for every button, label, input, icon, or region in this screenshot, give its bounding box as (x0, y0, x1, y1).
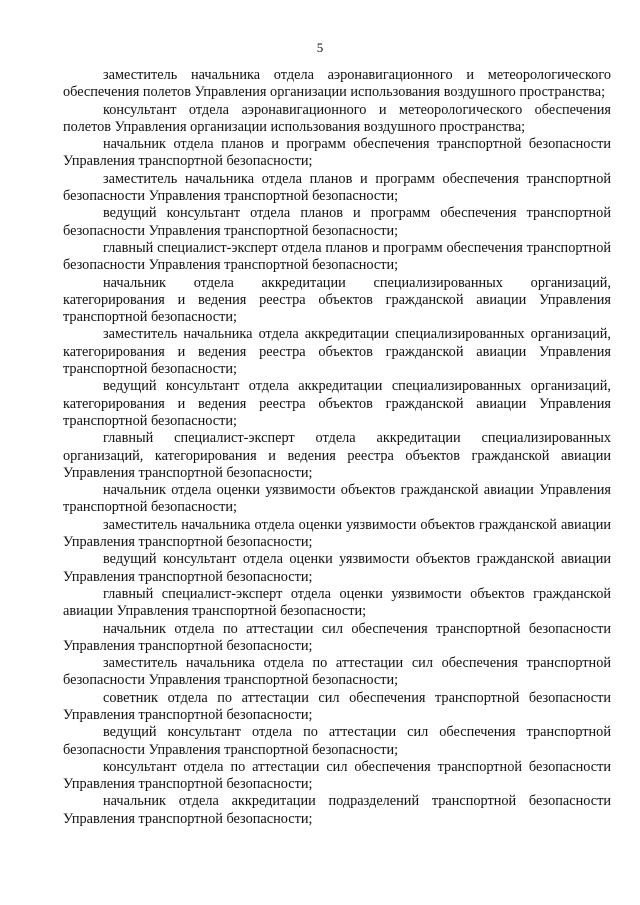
list-item: начальник отдела по аттестации сил обеспечения транспортной безопасности Управления транспортной безопасности; (63, 620, 611, 654)
list-item: заместитель начальника отдела по аттестации сил обеспечения транспортной безопасности Управления транспортной безопасности; (63, 655, 611, 689)
list-item: главный специалист-эксперт отдела планов и программ обеспечения транспортной безопасности Управления транспортной безопасности; (63, 239, 611, 274)
list-item: заместитель начальника отдела планов и программ обеспечения транспортной безопасности Управления транспортной безопасности; (63, 170, 611, 205)
list-item: заместитель начальника отдела оценки уязвимости объектов гражданской авиации Управления транспортной безопасности; (63, 516, 611, 551)
list-item: главный специалист-эксперт отдела оценки уязвимости объектов гражданской авиации Управления транспортной безопасности; (63, 585, 611, 620)
page-number: 5 (316, 40, 324, 55)
list-item: ведущий консультант отдела оценки уязвимости объектов гражданской авиации Управления транспортной безопасности; (63, 551, 611, 585)
list-item: начальник отдела планов и программ обеспечения транспортной безопасности Управления транспортной безопасности; (63, 136, 611, 170)
list-item: заместитель начальника отдела аккредитации специализированных организаций, категорирования и ведения реестра объектов гражданской авиации Управления транспортной безопасности; (63, 326, 611, 378)
list-item: советник отдела по аттестации сил обеспечения транспортной безопасности Управления транспортной безопасности; (63, 689, 611, 723)
list-item: заместитель начальника отдела аэронавигационного и метеорологического обеспечения полетов Управления организации использования воздушного пространства; (63, 67, 611, 101)
list-item: ведущий консультант отдела планов и программ обеспечения транспортной безопасности Управления транспортной безопасности; (63, 205, 611, 239)
list-item: ведущий консультант отдела аккредитации специализированных организаций, категорирования и ведения реестра объектов гражданской авиации Управления транспортной безопасности; (63, 378, 611, 429)
list-item: консультант отдела по аттестации сил обеспечения транспортной безопасности Управления транспортной безопасности; (63, 758, 611, 793)
list-item: начальник отдела оценки уязвимости объектов гражданской авиации Управления транспортной безопасности; (63, 482, 611, 516)
list-item: начальник отдела аккредитации специализированных организаций, категорирования и ведения реестра объектов гражданской авиации Управления транспортной безопасности; (63, 274, 611, 326)
list-item: начальник отдела аккредитации подразделений транспортной безопасности Управления транспортной безопасности; (63, 793, 611, 827)
list-item: ведущий консультант отдела по аттестации сил обеспечения транспортной безопасности Управления транспортной безопасности; (63, 724, 611, 758)
list-item: главный специалист-эксперт отдела аккредитации специализированных организаций, категорирования и ведения реестра объектов гражданской авиации Управления транспортной безопасности; (63, 430, 611, 481)
position-list (63, 67, 611, 828)
list-item: консультант отдела аэронавигационного и метеорологического обеспечения полетов Управления организации использования воздушного пространства; (63, 101, 611, 135)
